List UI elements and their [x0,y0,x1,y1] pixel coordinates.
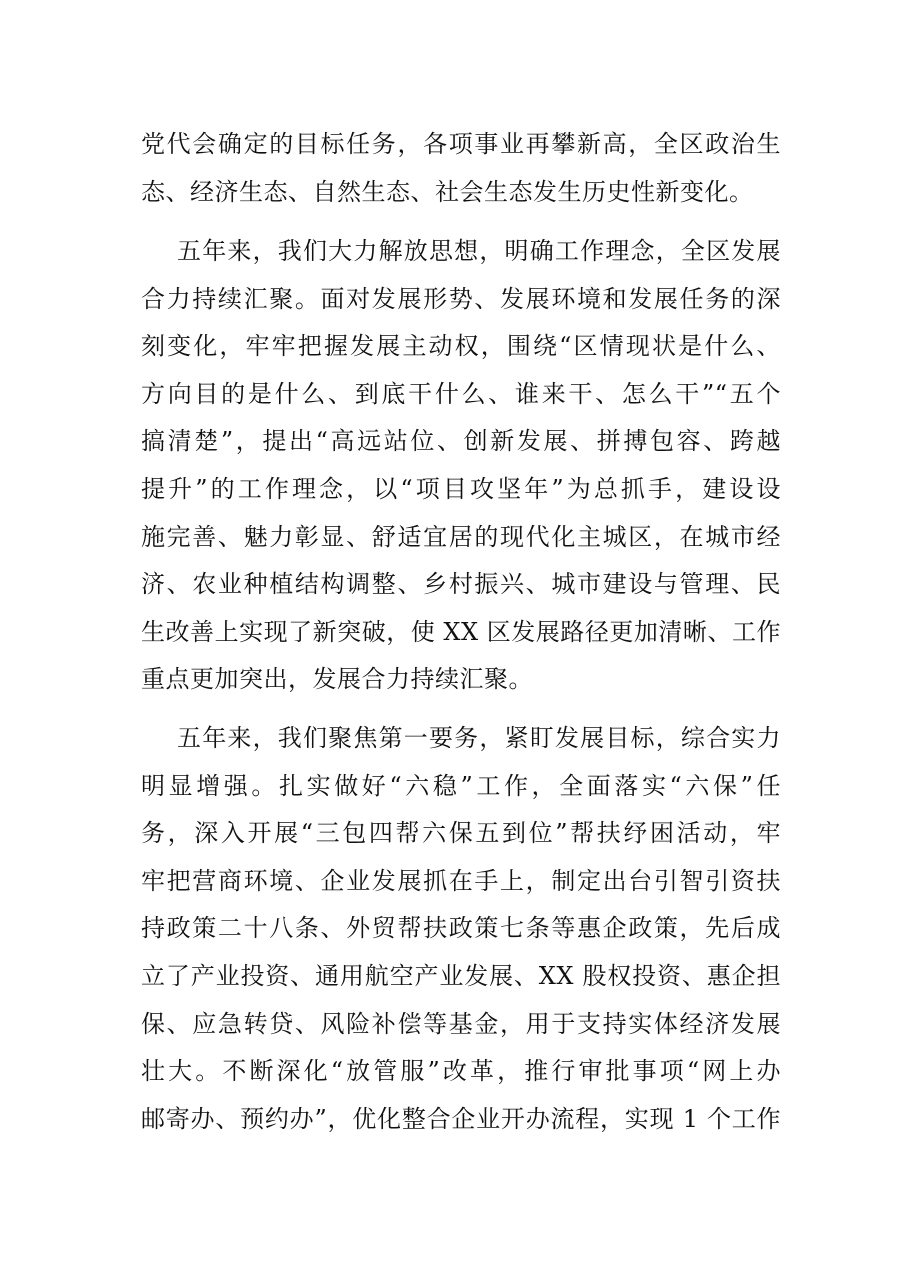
text-line: 刻变化，牢牢把握发展主动权，围绕“区情现状是什么、 [141,332,781,361]
paragraph-2 [141,228,781,704]
text-line: 五年来，我们大力解放思想，明确工作理念，全区发展 [177,237,781,265]
text-line: 保、应急转贷、风险补偿等基金，用于支持实体经济发展 [141,1009,781,1038]
paragraph-1 [141,121,781,216]
text-line: 持政策二十八条、外贸帮扶政策七条等惠企政策，先后成 [141,914,781,943]
text-line: 态、经济生态、自然生态、社会生态发生历史性新变化。 [141,177,754,206]
text-line: 合力持续汇聚。面对发展形势、发展环境和发展任务的深 [141,284,781,313]
paragraph-3 [141,715,781,1143]
text-line: 提升”的工作理念，以“项目攻坚年”为总抓手，建设设 [141,474,781,503]
text-line: 邮寄办、预约办”，优化整合企业开办流程，实现 1 个工作 [141,1104,781,1133]
text-line: 搞清楚”，提出“高远站位、创新发展、拼搏包容、跨越 [141,427,781,456]
text-line: 方向目的是什么、到底干什么、谁来干、怎么干”“五个 [141,379,781,408]
text-line: 牢把营商环境、企业发展抓在手上，制定出台引智引资扶 [141,866,781,895]
text-line: 济、农业种植结构调整、乡村振兴、城市建设与管理、民 [141,570,781,599]
text-line: 壮大。不断深化“放管服”改革，推行审批事项“网上办 [141,1057,781,1086]
text-line: 五年来，我们聚焦第一要务，紧盯发展目标，综合实力 [177,724,781,752]
text-line: 施完善、魅力彰显、舒适宜居的现代化主城区，在城市经 [141,522,781,551]
text-line: 党代会确定的目标任务，各项事业再攀新高，全区政治生 [141,130,781,158]
text-line: 务，深入开展“三包四帮六保五到位”帮扶纾困活动，牢 [141,819,781,848]
text-line: 重点更加突出，发展合力持续汇聚。 [141,665,533,694]
text-line: 生改善上实现了新突破，使 XX 区发展路径更加清晰、工作 [141,617,781,646]
text-line: 立了产业投资、通用航空产业发展、XX 股权投资、惠企担 [141,961,781,990]
text-line: 明显增强。扎实做好“六稳”工作，全面落实“六保”任 [141,771,781,800]
